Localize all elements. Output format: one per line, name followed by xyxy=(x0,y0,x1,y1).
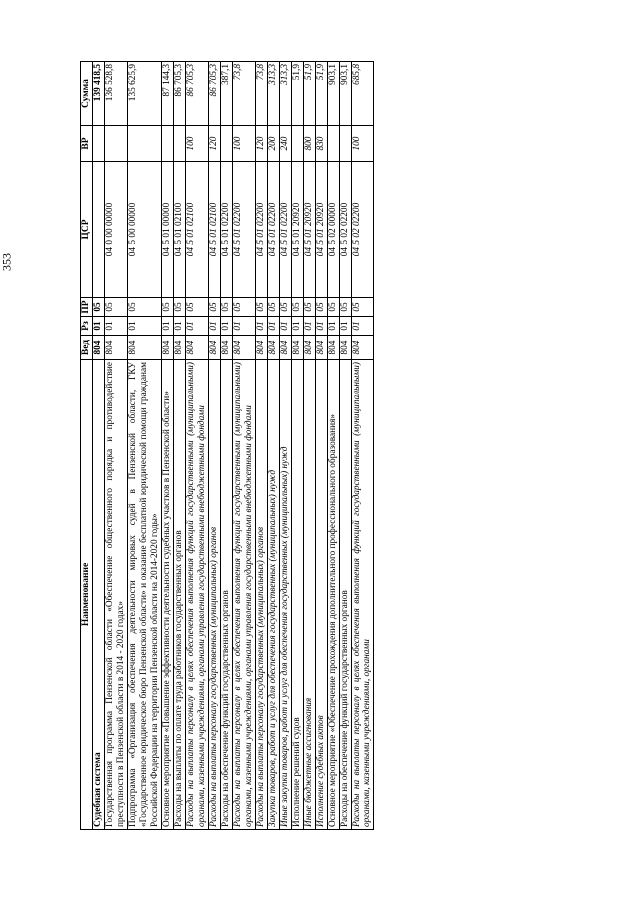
cell-sum: 387,1 xyxy=(220,62,232,126)
table-row xyxy=(267,62,279,830)
cell-name: Расходы на выплаты персоналу государственных (муниципальных) органов xyxy=(208,360,220,830)
cell-sum: 685,8 xyxy=(351,62,374,126)
cell-name: Расходы на выплаты персоналу в целях обеспечения выполнения функций государственными (муниципальными) органами, казенными учреждениями, органами управления государственными внебюджетными фондами xyxy=(185,360,208,830)
table-row xyxy=(291,62,303,830)
cell-rz: 01 xyxy=(208,317,220,336)
cell-csr: 04 5 01 02200 xyxy=(267,162,279,298)
cell-vr: 240 xyxy=(279,126,291,162)
cell-vr: 100 xyxy=(232,126,255,162)
table-row xyxy=(279,62,291,830)
cell-sum: 903,1 xyxy=(327,62,339,126)
cell-rz: 01 xyxy=(303,317,315,336)
cell-pr: 05 xyxy=(315,298,327,317)
cell-pr: 05 xyxy=(173,298,185,317)
cell-rz: 01 xyxy=(220,317,232,336)
cell-ved: 804 xyxy=(232,336,255,360)
cell-name: Иные закупки товаров, работ и услуг для обеспечения государственных (муниципальных) нужд xyxy=(279,360,291,830)
cell-pr: 05 xyxy=(162,298,174,317)
rotated-page-content xyxy=(80,62,556,830)
table-row xyxy=(351,62,374,830)
cell-pr: 05 xyxy=(93,298,105,317)
cell-pr: 05 xyxy=(185,298,208,317)
table-row xyxy=(315,62,327,830)
cell-sum: 313,3 xyxy=(279,62,291,126)
cell-rz: 01 xyxy=(162,317,174,336)
cell-csr: 04 5 01 20920 xyxy=(291,162,303,298)
cell-csr: 04 5 01 20920 xyxy=(315,162,327,298)
cell-name: Расходы на выплаты персоналу государственных (муниципальных) органов xyxy=(255,360,267,830)
cell-name: Расходы на обеспечение функций государственных органов xyxy=(339,360,351,830)
cell-pr: 05 xyxy=(327,298,339,317)
cell-sum: 86 705,3 xyxy=(208,62,220,126)
cell-pr: 05 xyxy=(255,298,267,317)
cell-rz: 01 xyxy=(351,317,374,336)
cell-sum: 313,3 xyxy=(267,62,279,126)
budget-table xyxy=(80,61,374,830)
table-row xyxy=(105,62,128,830)
cell-vr xyxy=(93,126,105,162)
cell-ved: 804 xyxy=(267,336,279,360)
page-number: 353 xyxy=(0,253,14,271)
cell-csr: 04 5 00 00000 xyxy=(128,162,162,298)
cell-name: Расходы на выплаты персоналу в целях обеспечения выполнения функций государственными (муниципальными) органами, казенными учреждениями, органами xyxy=(351,360,374,830)
cell-ved: 804 xyxy=(303,336,315,360)
cell-csr xyxy=(93,162,105,298)
table-row xyxy=(173,62,185,830)
cell-csr: 04 5 01 02200 xyxy=(220,162,232,298)
cell-ved: 804 xyxy=(185,336,208,360)
cell-sum: 51,9 xyxy=(291,62,303,126)
cell-sum: 51,9 xyxy=(303,62,315,126)
cell-csr: 04 5 01 00000 xyxy=(162,162,174,298)
cell-name: Государственная программа Пензенской области «Обеспечение общественного порядка и противодействие преступности в Пензенской области в 2014 - 2020 годах» xyxy=(105,360,128,830)
cell-sum: 73,8 xyxy=(232,62,255,126)
table-header-row xyxy=(81,62,93,830)
cell-name: Закупка товаров, работ и услуг для обеспечения государственных (муниципальных) нужд xyxy=(267,360,279,830)
cell-pr: 05 xyxy=(105,298,128,317)
cell-pr: 05 xyxy=(128,298,162,317)
cell-ved: 804 xyxy=(208,336,220,360)
cell-sum: 86 705,3 xyxy=(173,62,185,126)
cell-vr: 120 xyxy=(208,126,220,162)
cell-ved: 804 xyxy=(339,336,351,360)
cell-sum: 73,8 xyxy=(255,62,267,126)
cell-ved: 804 xyxy=(327,336,339,360)
cell-csr: 04 5 02 02200 xyxy=(351,162,374,298)
cell-rz: 01 xyxy=(291,317,303,336)
header-name: Наименование xyxy=(81,360,93,830)
cell-rz: 01 xyxy=(315,317,327,336)
cell-csr: 04 0 00 00000 xyxy=(105,162,128,298)
table-row xyxy=(232,62,255,830)
cell-csr: 04 5 01 02200 xyxy=(255,162,267,298)
header-rz: Рз xyxy=(81,317,93,336)
cell-ved: 804 xyxy=(173,336,185,360)
cell-rz: 01 xyxy=(105,317,128,336)
table-row xyxy=(128,62,162,830)
cell-name: Подпрограмма «Организация обеспечения деятельности мировых судей в Пензенской области, ГКУ «Государственное юридическое бюро Пензенской области» и оказание бесплатной юридической помощи гражданам Российской Федерации на территории Пензенской области на 2014-2020 годы» xyxy=(128,360,162,830)
cell-vr xyxy=(105,126,128,162)
cell-sum: 86 705,3 xyxy=(185,62,208,126)
cell-csr: 04 5 02 00000 xyxy=(327,162,339,298)
cell-csr: 04 5 01 02200 xyxy=(232,162,255,298)
cell-ved: 804 xyxy=(255,336,267,360)
cell-pr: 05 xyxy=(220,298,232,317)
cell-ved: 804 xyxy=(162,336,174,360)
cell-ved: 804 xyxy=(105,336,128,360)
table-row xyxy=(303,62,315,830)
cell-name: Иные бюджетные ассигнования xyxy=(303,360,315,830)
header-sum: Сумма xyxy=(81,62,93,126)
cell-vr xyxy=(173,126,185,162)
cell-csr: 04 5 01 20920 xyxy=(303,162,315,298)
cell-vr: 200 xyxy=(267,126,279,162)
cell-sum: 903,1 xyxy=(339,62,351,126)
cell-rz: 01 xyxy=(339,317,351,336)
cell-pr: 05 xyxy=(339,298,351,317)
cell-rz: 01 xyxy=(267,317,279,336)
cell-name: Расходы на выплаты по оплате труда работников государственных органов xyxy=(173,360,185,830)
cell-rz: 01 xyxy=(279,317,291,336)
cell-vr: 120 xyxy=(255,126,267,162)
cell-rz: 01 xyxy=(173,317,185,336)
cell-rz: 01 xyxy=(255,317,267,336)
cell-ved: 804 xyxy=(279,336,291,360)
table-body xyxy=(93,62,374,830)
cell-pr: 05 xyxy=(267,298,279,317)
cell-rz: 01 xyxy=(232,317,255,336)
cell-ved: 804 xyxy=(351,336,374,360)
table-row xyxy=(255,62,267,830)
cell-sum: 51,9 xyxy=(315,62,327,126)
cell-rz: 01 xyxy=(327,317,339,336)
table-row xyxy=(185,62,208,830)
cell-vr xyxy=(339,126,351,162)
table-row xyxy=(220,62,232,830)
cell-pr: 05 xyxy=(303,298,315,317)
cell-rz: 01 xyxy=(185,317,208,336)
cell-csr: 04 5 01 02200 xyxy=(279,162,291,298)
cell-csr: 04 5 01 02100 xyxy=(208,162,220,298)
cell-vr: 830 xyxy=(315,126,327,162)
cell-pr: 05 xyxy=(351,298,374,317)
header-csr: ЦСР xyxy=(81,162,93,298)
cell-pr: 05 xyxy=(208,298,220,317)
cell-sum: 139 418,5 xyxy=(93,62,105,126)
table-row xyxy=(339,62,351,830)
table-row xyxy=(162,62,174,830)
table-row xyxy=(327,62,339,830)
cell-name: Основное мероприятие «Обеспечение прохождения дополнительного профессионального образования» xyxy=(327,360,339,830)
cell-vr xyxy=(220,126,232,162)
cell-ved: 804 xyxy=(93,336,105,360)
cell-pr: 05 xyxy=(279,298,291,317)
header-ved: Вед xyxy=(81,336,93,360)
cell-vr xyxy=(327,126,339,162)
cell-vr xyxy=(291,126,303,162)
cell-sum: 136 528,8 xyxy=(105,62,128,126)
cell-rz: 01 xyxy=(93,317,105,336)
table-row xyxy=(208,62,220,830)
cell-vr xyxy=(162,126,174,162)
cell-pr: 05 xyxy=(232,298,255,317)
cell-name: Судебная система xyxy=(93,360,105,830)
cell-ved: 804 xyxy=(220,336,232,360)
cell-vr: 100 xyxy=(351,126,374,162)
cell-name: Исполнение судебных актов xyxy=(315,360,327,830)
cell-vr: 100 xyxy=(185,126,208,162)
cell-vr xyxy=(128,126,162,162)
header-pr: ПР xyxy=(81,298,93,317)
cell-name: Расходы на выплаты персоналу в целях обеспечения выполнения функций государственными (муниципальными) органами, казенными учреждениями, органами управления государственными внебюджетными фондами xyxy=(232,360,255,830)
cell-pr: 05 xyxy=(291,298,303,317)
cell-name: Основное мероприятие «Повышение эффективности деятельности судебных участков в Пензенской области» xyxy=(162,360,174,830)
cell-csr: 04 5 01 02100 xyxy=(173,162,185,298)
cell-name: Исполнение решений судов xyxy=(291,360,303,830)
cell-vr: 800 xyxy=(303,126,315,162)
cell-ved: 804 xyxy=(128,336,162,360)
cell-ved: 804 xyxy=(315,336,327,360)
cell-ved: 804 xyxy=(291,336,303,360)
table-row xyxy=(93,62,105,830)
cell-sum: 135 625,9 xyxy=(128,62,162,126)
cell-name: Расходы на обеспечение функций государственных органов xyxy=(220,360,232,830)
cell-csr: 04 5 01 02100 xyxy=(185,162,208,298)
cell-csr: 04 5 02 02200 xyxy=(339,162,351,298)
cell-rz: 01 xyxy=(128,317,162,336)
cell-sum: 87 144,3 xyxy=(162,62,174,126)
header-vr: ВР xyxy=(81,126,93,162)
